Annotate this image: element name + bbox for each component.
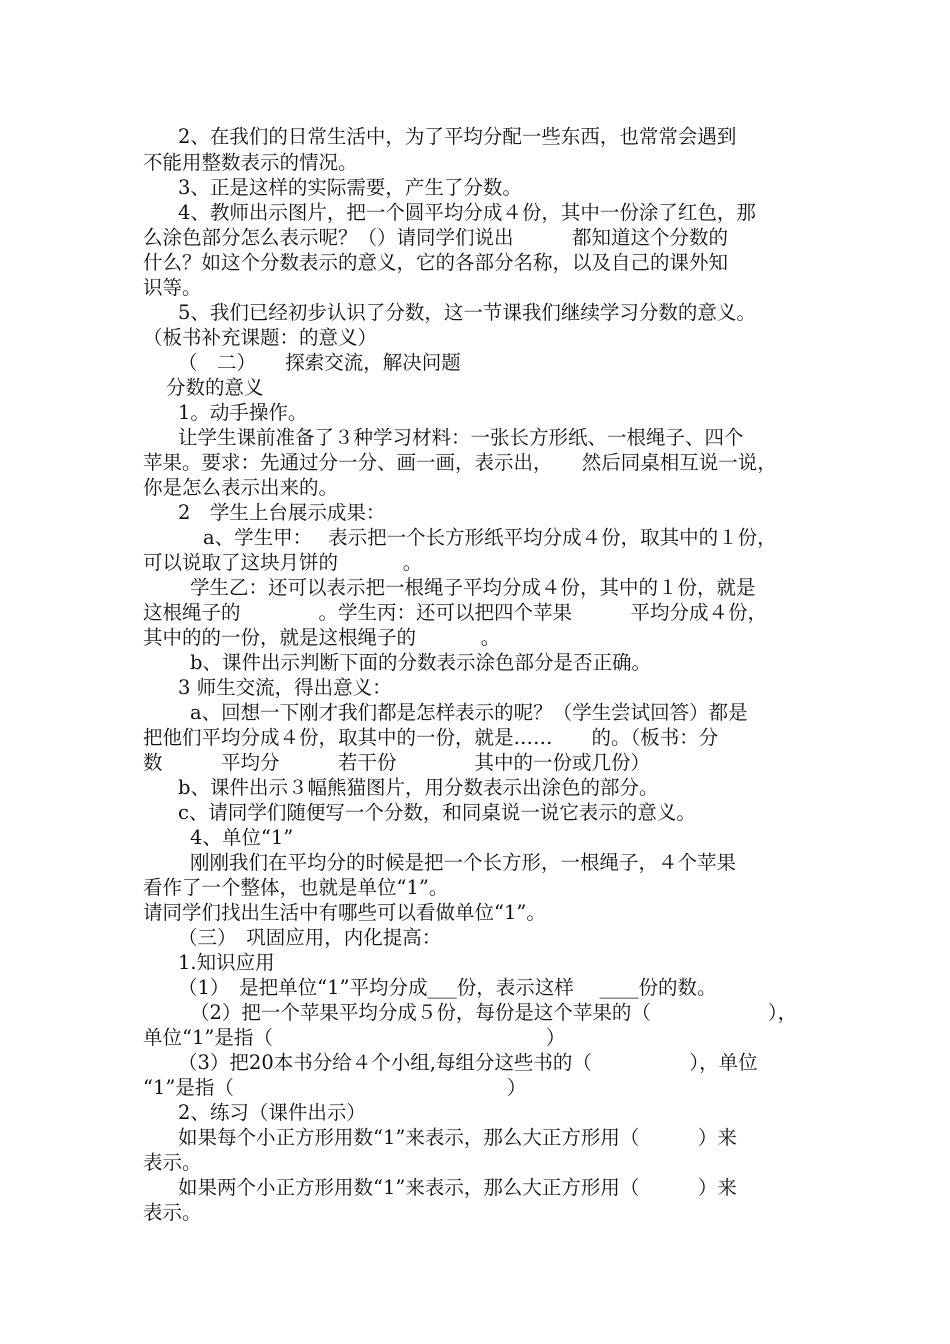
text-line: 2、在我们的日常生活中，为了平均分配一些东西，也常常会遇到 [178, 125, 737, 148]
section-heading: （ 二） 探索交流，解决问题 [178, 351, 461, 374]
exercise-line: 单位“1”是指（ ） [143, 1026, 566, 1049]
text-line: 1。动手操作。 [178, 401, 308, 424]
text-line: 你是怎么表示出来的。 [143, 476, 339, 499]
text-line: 4、单位“1” [190, 826, 294, 849]
text-line: 其中的的一份，就是这根绳子的 。 [143, 626, 501, 649]
text-line: 3 师生交流，得出意义： [178, 676, 392, 699]
text-line: c、请同学们随便写一个分数，和同桌说一说它表示的意义。 [178, 801, 696, 824]
exercise-line: “1”是指（ ） [143, 1076, 527, 1099]
text-line: 请同学们找出生活中有哪些可以看做单位“1”。 [143, 901, 546, 924]
exercise-line: 表示。 [143, 1201, 202, 1224]
text-line: 不能用整数表示的情况。 [143, 151, 358, 174]
text-line: 3、正是这样的实际需要，产生了分数。 [178, 176, 522, 199]
text-line: 刚刚我们在平均分的时候是把一个长方形，一根绳子，４个苹果 [190, 851, 737, 874]
text-line: 4、教师出示图片，把一个圆平均分成４份，其中一份涂了红色，那 [178, 201, 756, 224]
text-line: a、学生甲： 表示把一个长方形纸平均分成４份，取其中的１份， [203, 526, 777, 549]
exercise-line: （2）把一个苹果平均分成５份，每份是这个苹果的（ ）， [190, 1001, 798, 1024]
exercise-line: （3）把20本书分给４个小组,每组分这些书的（ ），单位 [178, 1051, 758, 1074]
text-line: b、课件出示判断下面的分数表示涂色部分是否正确。 [190, 651, 651, 674]
text-line: （板书补充课题：的意义） [143, 326, 378, 349]
text-line: 么涂色部分怎么表示呢？（）请同学们说出 都知道这个分数的 [143, 226, 729, 249]
text-line: 识等。 [143, 276, 202, 299]
text-line: 1.知识应用 [178, 951, 275, 974]
text-line: 看作了一个整体，也就是单位“1”。 [143, 876, 449, 899]
text-line: a、回想一下刚才我们都是怎样表示的呢？（学生尝试回答）都是 [190, 701, 748, 724]
text-line: 2、练习（课件出示） [178, 1101, 366, 1124]
text-line: 把他们平均分成４份，取其中的一份，就是…… 的。（板书：分 [143, 726, 719, 749]
text-line: 让学生课前准备了３种学习材料：一张长方形纸、一根绳子、四个 [178, 426, 744, 449]
text-line: 这根绳子的 。学生丙：还可以把四个苹果 平均分成４份， [143, 601, 768, 624]
text-line: 什么？如这个分数表示的意义，它的各部分名称，以及自己的课外知 [143, 251, 729, 274]
exercise-line: 表示。 [143, 1151, 202, 1174]
text-line: 可以说取了这块月饼的 。 [143, 551, 423, 574]
text-line: 2 学生上台展示成果： [178, 501, 386, 524]
text-line: 5、我们已经初步认识了分数，这一节课我们继续学习分数的意义。 [178, 301, 756, 324]
subsection-heading: 分数的意义 [166, 376, 264, 399]
exercise-line: 如果每个小正方形用数“1”来表示，那么大正方形用（ ）来 [178, 1126, 737, 1149]
section-heading: （三） 巩固应用，内化提高： [178, 926, 442, 949]
exercise-line: （1） 是把单位“1”平均分成___份，表示这样 ____份的数。 [178, 976, 717, 999]
exercise-line: 如果两个小正方形用数“1”来表示，那么大正方形用（ ）来 [178, 1176, 737, 1199]
text-line: 苹果。要求：先通过分一分、画一画，表示出， 然后同桌相互说一说， [143, 451, 777, 474]
text-line: 数 平均分 若干份 其中的一份或几份） [143, 751, 651, 774]
text-line: b、课件出示３幅熊猫图片，用分数表示出涂色的部分。 [178, 776, 659, 799]
text-line: 学生乙：还可以表示把一根绳子平均分成４份，其中的１份，就是 [190, 576, 756, 599]
